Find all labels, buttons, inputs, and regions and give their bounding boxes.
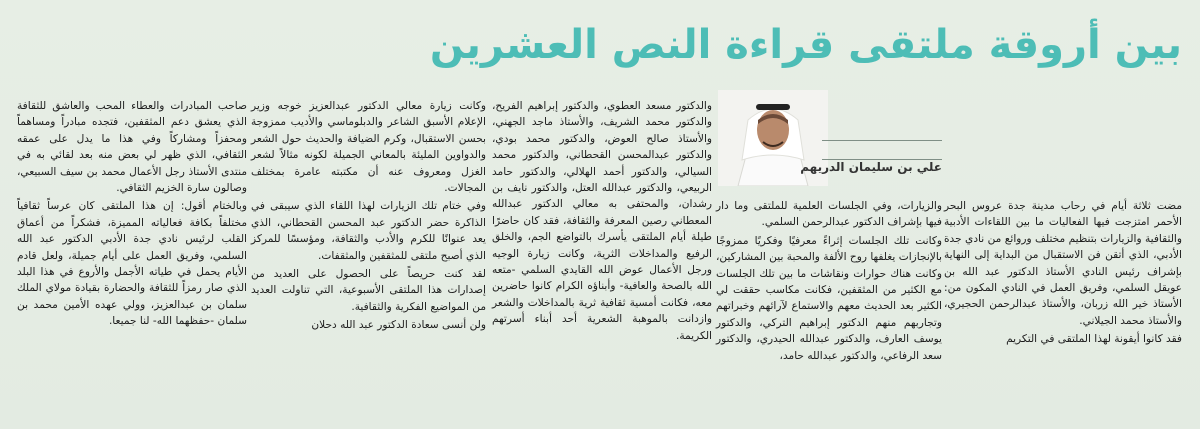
author-rule bbox=[822, 140, 942, 160]
column-4-paragraph: وفي ختام تلك الزيارات لهذا اللقاء الذي سيبقى في الذاكرة حضر الدكتور عبد المحسن القحطاني، الذي يعد عنوانًا للكرم والأدب والثقافة، ومؤسسًا للمركز الذي أصبح ملتقى للمثقفين والمثقفات. bbox=[251, 200, 486, 262]
column-2-paragraph: وكانت تلك الجلسات إثراءً معرفيًا وفكريًا ممزوجًا بالإنجازات يغلفها روح الألفة والمحبة بين المشاركين، وكانت هناك حوارات ونقاشات ما بين تلك الجلسات مع الكثير من المثقفين، فكانت مكاسب حققت لي الكثير بعد الحديث معهم والاستماع لآرائهم وخبراتهم وتجاربهم منهم الدكتور إبراهيم التركي، والدكتور يوسف العارف، والدكتور عبدالله الحيدري، والدكتور سعد الرفاعي، والدكتور عبدالله حامد، bbox=[716, 234, 942, 362]
column-3-paragraph: والدكتور مسعد العطوي، والدكتور إبراهيم الفريح، والدكتور محمد الشريف، والأستاذ ماجد الجهني، والأستاذ صالح العوض، والدكتور محمد بودي، والدكتور عبدالمحسن القحطاني، والدكتور محمد السيالي، والدكتور أحمد الهلالي، والدكتور حامد الربيعي، والدكتور عبدالله العتل، والدكتور نايف بن رشدان، والمحتفى به معالي الدكتور عبدالله المعطاني رصين المعرفة والثقافة، فقد كان حاضرًا طيلة أيام الملتقى يأسرك بالتواضع الجم، والخلق الرفيع والمداخلات الثرية، وكانت زيارة الوجيه ورجل الأعمال عوض الله القايدي السلمي -متعه الله بالصحة والعافية- وأبناؤه الكرام كانوا حاضرين معه، فكانت أمسية ثقافية ثرية بالمداخلات والشعر وازدانت بالموهبة الشعرية أحد أبناء أسرتهم الكريمة. bbox=[492, 100, 712, 342]
author-name: علي بن سليمان الدريهم bbox=[800, 160, 942, 174]
column-5-paragraph: وبالختام أقول: إن هذا الملتقى كان عرساً ثقافياً مختلفاً بكافة فعالياته المميزة، فشكراً من أعماق القلب لرئيس نادي جدة الأدبي الدكتور عبد الله السلمي، وفريق العمل على أيام جميلة، ولعل قادم الأيام يحمل في طياته الأجمل والأروع في هذا البلد الذي صار رمزاً للثقافة والحضارة بقيادة مولاي الملك سلمان بن عبدالعزيز، وولي عهده الأمين محمد بن سلمان -حفظهما الله- لنا جميعا. bbox=[17, 200, 247, 328]
article-title: بين أروقة ملتقى قراءة النص العشرين bbox=[429, 22, 1182, 68]
column-5 bbox=[17, 98, 247, 332]
column-1 bbox=[944, 198, 1182, 350]
author-box bbox=[718, 90, 942, 190]
column-5-paragraph: صاحب المبادرات والعطاء المحب والعاشق للثقافة الذي يعشق دعم المثقفين، فتجده مبادراً ومساهماً ومحفزاً ومشاركاً وفي هذا ما يدل على عمقه الثقافي، الذي ظهر لي بعض منه بعد لقائي به في منتدى الأستاذ رجل الأعمال محمد بن سيف السبيعي، وصالون سارة الخزيم الثقافي. bbox=[17, 100, 247, 195]
column-4-paragraph: وكانت زيارة معالي الدكتور عبدالعزيز خوجه وزير الإعلام الأسبق الشاعر والدبلوماسي والأديب ممزوجة بحسن الاستقبال، وكرم الضيافة والحديث حول الشعر والدواوين المليئة بالمعاني الجميلة لكونه مثالاً لشعر الغزل ومعروف عنه أن مكتبته عامرة بمختلف المجالات. bbox=[251, 100, 486, 195]
column-1-paragraph: فقد كانوا أيقونة لهذا الملتقى في التكريم bbox=[1006, 333, 1182, 346]
column-1-paragraph: مضت ثلاثة أيام في رحاب مدينة جدة عروس البحر الأحمر امتزجت فيها الفعاليات ما بين اللقاءات الأدبية والثقافية والزيارات بتنظيم مختلف وروائع من نادي جدة الأدبي، الذي أتقن فن الاستقبال من البداية إلى النهاية بإشراف رئيس النادي الأستاذ الدكتور عبد الله بن عويقل السلمي، وفريق العمل في النادي المكون من: الأستاذ خير الله زربان، والأستاذ عبدالرحمن الحجيري، والأستاذ محمد الجيلاني. bbox=[944, 200, 1182, 327]
column-4-paragraph: لقد كنت حريصاً على الحصول على العديد من إصدارات هذا الملتقى الأسبوعية، التي تناولت العديد من المواضيع الفكرية والثقافية. bbox=[251, 268, 486, 313]
column-2-paragraph: والزيارات، وفي الجلسات العلمية للملتقى وما دار فيها بإشراف الدكتور عبدالرحمن السلمي. bbox=[716, 200, 942, 229]
column-3 bbox=[492, 98, 712, 346]
column-2 bbox=[716, 198, 942, 366]
column-4-paragraph: ولن أنسى سعادة الدكتور عبد الله دحلان bbox=[311, 319, 486, 332]
column-4 bbox=[251, 98, 486, 336]
